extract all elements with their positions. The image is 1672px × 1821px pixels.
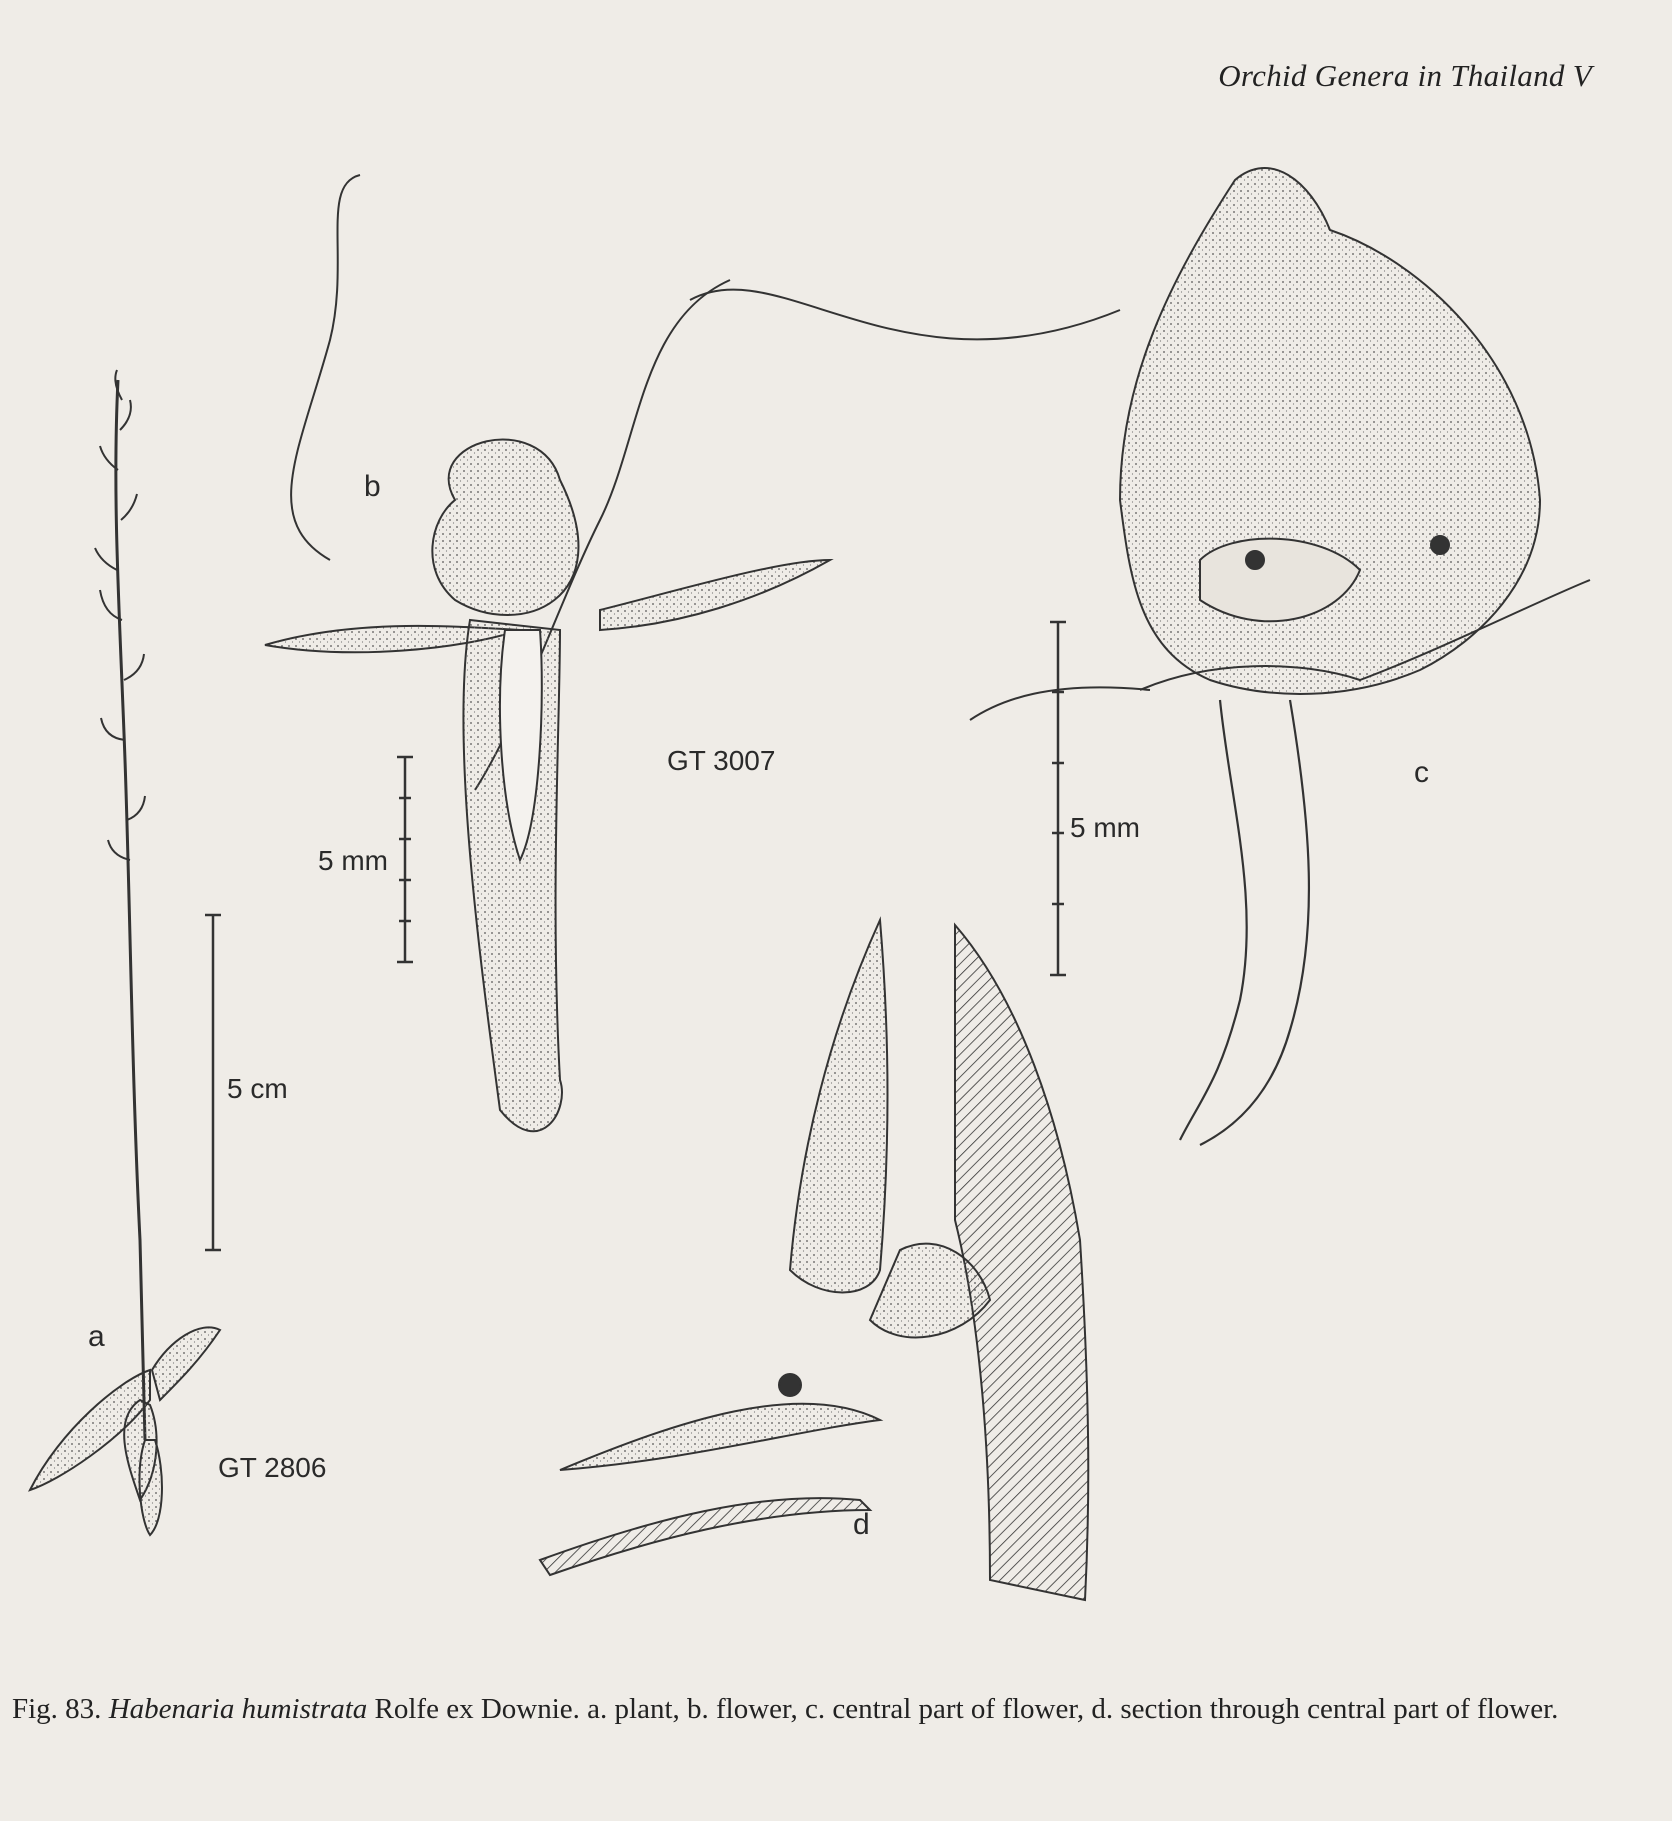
plant-drawing [30,370,220,1535]
label-b: b [364,470,381,503]
caption-parts: a. plant, b. flower, c. central part of flower, d. section through central part of flower. [587,1693,1559,1725]
scale-label-flower: 5 mm [318,845,388,876]
specimen-plant: GT 2806 [218,1452,327,1483]
running-head: Orchid Genera in Thailand V [1218,58,1592,93]
scale-label-plant: 5 cm [227,1073,288,1104]
central-part-drawing [970,168,1590,1145]
scale-bars [205,622,1066,1250]
caption-fig-number: Fig. 83. [12,1693,102,1725]
label-c: c [1414,756,1429,789]
label-a: a [88,1320,105,1353]
specimen-flower: GT 3007 [667,745,776,776]
scale-label-central: 5 mm [1070,812,1140,843]
caption-authority: Rolfe ex Downie. [374,1693,580,1725]
figure-caption [12,1690,1652,1728]
caption-species: Habenaria humistrata [108,1693,368,1725]
section-drawing [540,920,1088,1600]
label-d: d [853,1508,870,1541]
